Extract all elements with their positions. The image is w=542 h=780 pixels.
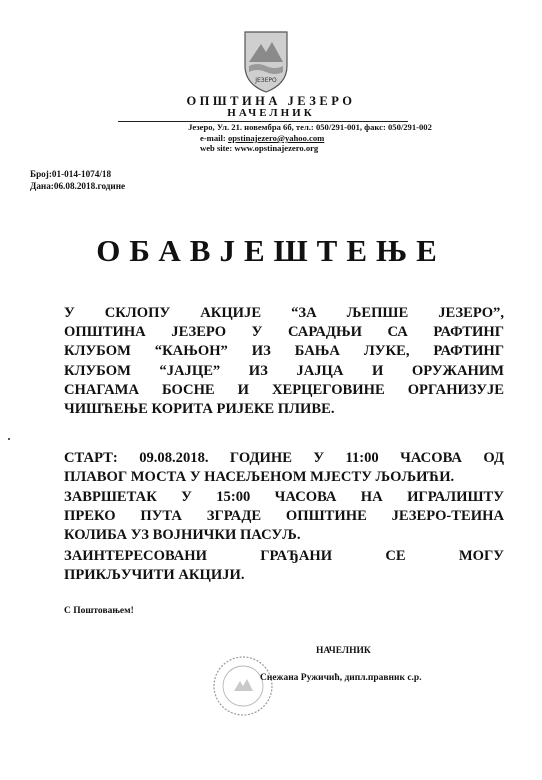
municipality-logo [237, 22, 295, 96]
text-line: КОЛИБА УЗ ВОЈНИЧКИ ПАСУЉ. [64, 527, 301, 544]
header-title: ОПШТИНА ЈЕЗЕРО [186, 94, 356, 108]
text-line: КЛУБОМ “ЈАЈЦЕ” ИЗ ЈАЈЦА И ОРУЖАНИМ [64, 362, 504, 379]
text-line: ЗАИНТЕРЕСОВАНИ ГРАЂАНИ СЕ МОГУ [64, 548, 504, 564]
scan-speck [8, 438, 10, 440]
official-stamp [212, 655, 274, 717]
reference-date: Дана:06.08.2018.године [30, 181, 126, 191]
text-line: ПРИКЉУЧИТИ АКЦИЈИ. [64, 567, 245, 584]
reference-number: Број:01-014-1074/18 [30, 169, 112, 179]
contact-address: Језеро, Ул. 21. новембра 6б, тел.: 050/291-001, факс: 050/291-002 [188, 122, 432, 132]
notice-title: ОБАВЈЕШТЕЊЕ [96, 233, 446, 268]
contact-email-line [200, 133, 460, 144]
text-line: ПЛАВОГ МОСТА У НАСЕЉЕНОМ МЈЕСТУ ЉОЉИЋИ. [64, 469, 455, 486]
signatory-title: НАЧЕЛНИК [316, 646, 371, 656]
text-line: СНАГАМА БОСНЕ И ХЕРЦЕГОВИНЕ ОРГАНИЗУЈЕ [64, 381, 504, 398]
paragraph-3 [64, 488, 504, 546]
text-line: ЧИШЋЕЊЕ КОРИТА РИЈЕКЕ ПЛИВЕ. [64, 401, 335, 418]
text-line: ПРЕКО ПУТА ЗГРАДЕ ОПШТИНЕ ЈЕЗЕРО-ТЕИНА [64, 508, 504, 525]
text-line: КЛУБОМ “КАЊОН” ИЗ БАЊА ЛУКЕ, РАФТИНГ [64, 343, 504, 360]
text-line: ОПШТИНА ЈЕЗЕРО У САРАДЊИ СА РАФТИНГ [64, 324, 504, 341]
email-label: e-mail: [200, 133, 226, 143]
web-label: web site: [200, 143, 233, 153]
signatory-name: Снежана Ружичић, дипл.правник с.р. [260, 673, 422, 683]
text-line: ЗАВРШЕТАК У 15:00 ЧАСОВА НА ИГРАЛИШТУ [64, 489, 504, 505]
text-line: СТАРТ: 09.08.2018. ГОДИНЕ У 11:00 ЧАСОВА ОД [64, 450, 504, 466]
logo-label: ЈЕЗЕРО [255, 77, 277, 84]
text-line: У СКЛОПУ АКЦИЈЕ “ЗА ЉЕПШЕ ЈЕЗЕРО”, [64, 305, 504, 321]
header-subtitle: НАЧЕЛНИК [227, 107, 315, 119]
email-link[interactable]: opstinajezero@yahoo.com [227, 133, 325, 143]
paragraph-4 [64, 547, 504, 585]
web-link[interactable]: www.opstinajezero.org [234, 143, 319, 153]
paragraph-1 [64, 304, 504, 419]
paragraph-2 [64, 449, 504, 487]
contact-web-line [200, 143, 460, 154]
greeting: С Поштовањем! [64, 606, 134, 616]
